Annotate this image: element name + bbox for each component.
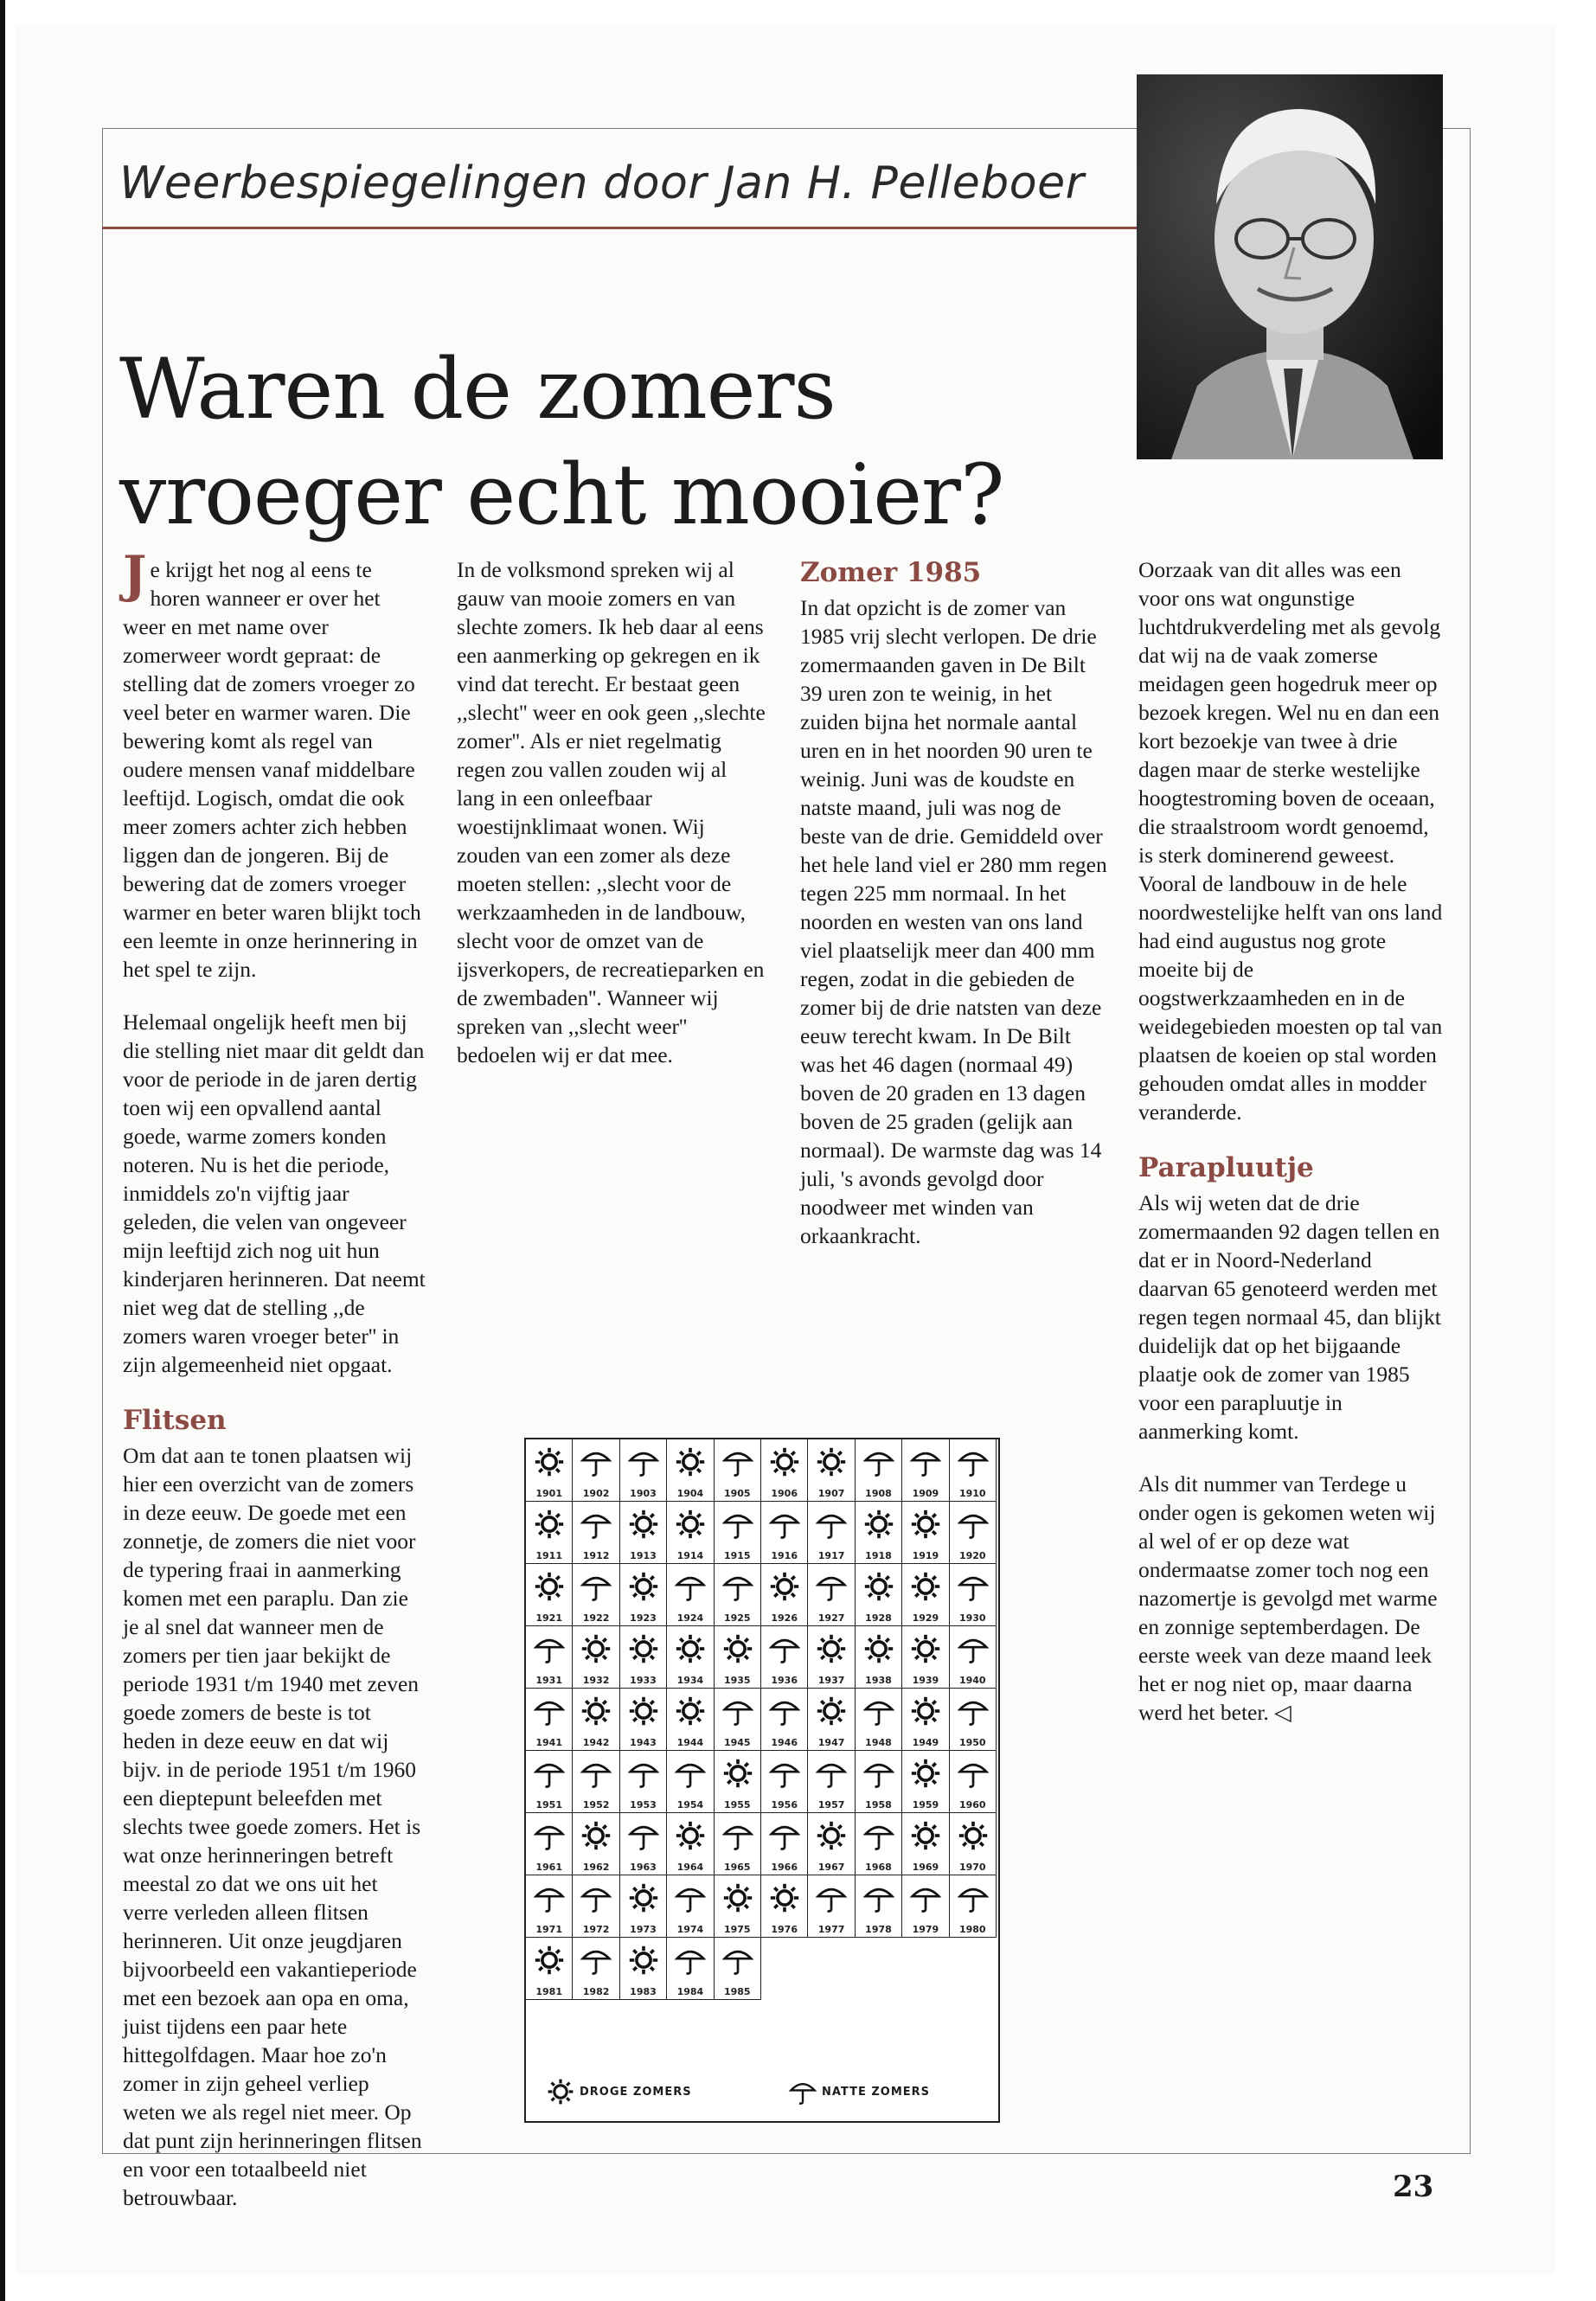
year-label: 1912 <box>582 1550 610 1561</box>
sun-icon <box>910 1694 941 1728</box>
summers-chart <box>524 1438 1000 2123</box>
sun-icon <box>580 1631 612 1666</box>
umbrella-icon <box>628 1445 659 1479</box>
umbrella-icon <box>675 1756 706 1791</box>
year-label: 1915 <box>723 1550 751 1561</box>
summer-cell-1955 <box>715 1751 761 1813</box>
year-label: 1940 <box>958 1675 986 1686</box>
paragraph-2: Helemaal ongelijk heeft men bij die stelling niet maar dit geldt dan voor de periode in de jaren dertig toen wij een opvallend aantal goede, warme zomers konden noteren. Nu is het die periode, inmiddels zo'n vijftig jaar geleden, die velen van ongeveer mijn leeftijd zich nog uit hun kinderjaren herinneren. Dat neemt niet weg dat de stelling ,,de zomers waren vroeger beter'' in zijn algemeenheid niet opgaat. <box>123 1009 426 1377</box>
year-label: 1984 <box>676 1986 704 1997</box>
summer-cell-1909 <box>902 1439 949 1502</box>
summer-cell-1905 <box>715 1439 761 1502</box>
summer-cell-1908 <box>856 1439 902 1502</box>
sun-icon <box>534 1445 565 1479</box>
summer-cell-1954 <box>667 1751 714 1813</box>
umbrella-icon <box>580 1569 612 1604</box>
summer-cell-1973 <box>620 1875 667 1938</box>
summer-cell-1931 <box>526 1626 573 1689</box>
year-label: 1950 <box>958 1737 986 1748</box>
umbrella-icon <box>958 1631 989 1666</box>
sun-icon <box>675 1631 706 1666</box>
umbrella-icon <box>910 1881 941 1915</box>
umbrella-icon <box>958 1694 989 1728</box>
umbrella-icon <box>580 1445 612 1479</box>
summer-cell-1967 <box>808 1813 855 1875</box>
summer-cell-1929 <box>902 1564 949 1626</box>
year-label: 1980 <box>958 1924 986 1935</box>
sun-icon <box>675 1445 706 1479</box>
year-label: 1939 <box>912 1675 939 1686</box>
year-label: 1937 <box>817 1675 845 1686</box>
year-label: 1904 <box>676 1488 704 1499</box>
summer-cell-1949 <box>902 1689 949 1751</box>
title-line-2: vroeger echt mooier? <box>119 446 1004 544</box>
year-label: 1913 <box>630 1550 657 1561</box>
year-label: 1914 <box>676 1550 704 1561</box>
year-label: 1916 <box>771 1550 798 1561</box>
summer-cell-1938 <box>856 1626 902 1689</box>
summer-cell-1942 <box>573 1689 619 1751</box>
subheading-zomer-1985: Zomer 1985 <box>800 557 982 588</box>
summer-cell-1921 <box>526 1564 573 1626</box>
sun-icon <box>910 1569 941 1604</box>
sun-icon <box>628 1631 659 1666</box>
year-label: 1968 <box>865 1862 892 1873</box>
umbrella-icon <box>722 1445 753 1479</box>
year-label: 1972 <box>582 1924 610 1935</box>
summer-cell-1946 <box>761 1689 808 1751</box>
year-label: 1932 <box>582 1675 610 1686</box>
author-portrait-image <box>1137 74 1443 459</box>
year-label: 1964 <box>676 1862 704 1873</box>
umbrella-icon <box>580 1756 612 1791</box>
legend-dry: DROGE ZOMERS <box>547 2078 692 2106</box>
umbrella-icon <box>863 1756 894 1791</box>
sun-icon <box>675 1507 706 1541</box>
summer-cell-1902 <box>573 1439 619 1502</box>
umbrella-icon <box>958 1569 989 1604</box>
year-label: 1967 <box>817 1862 845 1873</box>
year-label: 1933 <box>630 1675 657 1686</box>
sun-icon <box>722 1881 753 1915</box>
year-label: 1973 <box>630 1924 657 1935</box>
sun-icon <box>863 1507 894 1541</box>
legend-wet: NATTE ZOMERS <box>789 2078 930 2106</box>
summer-cell-1968 <box>856 1813 902 1875</box>
umbrella-icon <box>816 1756 847 1791</box>
umbrella-icon <box>958 1881 989 1915</box>
umbrella-icon <box>863 1818 894 1853</box>
summer-cell-1926 <box>761 1564 808 1626</box>
year-label: 1909 <box>912 1488 939 1499</box>
summer-cell-1953 <box>620 1751 667 1813</box>
summer-cell-1944 <box>667 1689 714 1751</box>
paragraph-4: In de volksmond spreken wij al gauw van mooie zomers en van slechte zomers. Ik heb daar al eens een aanmerking op gekregen en ik vind dat terecht. Er bestaat geen ,,slecht'' weer en ook geen ,,slechte zomer''. Als er niet regelmatig regen zou vallen zouden wij al lang in een onleefbaar woestijnklimaat wonen. Wij zouden van een zomer als deze moeten stellen: ,,slecht voor de werkzaamheden in de landbouw, slecht voor de omzet van de ijsverkopers, de recreatieparken en de zwembaden''. Wanneer wij spreken van ,,slecht weer'' bedoelen wij er dat mee. <box>457 557 766 1067</box>
summer-cell-1985 <box>715 1938 761 2000</box>
sun-icon <box>863 1569 894 1604</box>
summer-cell-1971 <box>526 1875 573 1938</box>
summer-cell-1920 <box>950 1502 997 1564</box>
summer-cell-1901 <box>526 1439 573 1502</box>
sun-icon <box>910 1818 941 1853</box>
page-number: 23 <box>1393 2170 1434 2204</box>
year-label: 1951 <box>535 1799 562 1811</box>
sun-icon <box>547 2078 574 2106</box>
year-label: 1907 <box>817 1488 845 1499</box>
summer-cell-1906 <box>761 1439 808 1502</box>
subheading-parapluutje: Parapluutje <box>1138 1152 1314 1183</box>
year-label: 1976 <box>771 1924 798 1935</box>
umbrella-icon <box>722 1943 753 1977</box>
umbrella-icon <box>722 1569 753 1604</box>
summer-cell-1927 <box>808 1564 855 1626</box>
umbrella-icon <box>534 1881 565 1915</box>
year-label: 1959 <box>912 1799 939 1811</box>
summer-cell-1963 <box>620 1813 667 1875</box>
umbrella-icon <box>863 1694 894 1728</box>
sun-icon <box>769 1569 800 1604</box>
umbrella-icon <box>910 1445 941 1479</box>
summer-cell-1957 <box>808 1751 855 1813</box>
summer-cell-1956 <box>761 1751 808 1813</box>
summer-cell-1980 <box>950 1875 997 1938</box>
summer-cell-1928 <box>856 1564 902 1626</box>
page-edge <box>0 0 5 2301</box>
umbrella-icon <box>863 1881 894 1915</box>
year-label: 1926 <box>771 1612 798 1624</box>
article-column-4 <box>1138 555 1445 1751</box>
umbrella-icon <box>534 1631 565 1666</box>
sun-icon <box>769 1445 800 1479</box>
summer-cell-1981 <box>526 1938 573 2000</box>
year-label: 1971 <box>535 1924 562 1935</box>
summer-cell-1912 <box>573 1502 619 1564</box>
year-label: 1917 <box>817 1550 845 1561</box>
year-label: 1920 <box>958 1550 986 1561</box>
sun-icon <box>675 1694 706 1728</box>
year-label: 1911 <box>535 1550 562 1561</box>
year-label: 1923 <box>630 1612 657 1624</box>
sun-icon <box>863 1631 894 1666</box>
year-label: 1934 <box>676 1675 704 1686</box>
umbrella-icon <box>722 1694 753 1728</box>
umbrella-icon <box>816 1507 847 1541</box>
summer-cell-1964 <box>667 1813 714 1875</box>
summer-cell-1950 <box>950 1689 997 1751</box>
year-label: 1941 <box>535 1737 562 1748</box>
summer-cell-1937 <box>808 1626 855 1689</box>
umbrella-icon <box>675 1881 706 1915</box>
umbrella-icon <box>769 1694 800 1728</box>
summer-cell-1932 <box>573 1626 619 1689</box>
summer-cell-1904 <box>667 1439 714 1502</box>
sun-icon <box>816 1631 847 1666</box>
umbrella-icon <box>580 1881 612 1915</box>
year-label: 1965 <box>723 1862 751 1873</box>
chart-legend <box>538 2071 988 2109</box>
sun-icon <box>580 1818 612 1853</box>
year-label: 1938 <box>865 1675 892 1686</box>
summer-cell-1959 <box>902 1751 949 1813</box>
umbrella-icon <box>628 1756 659 1791</box>
sun-icon <box>722 1756 753 1791</box>
year-label: 1903 <box>630 1488 657 1499</box>
year-label: 1960 <box>958 1799 986 1811</box>
sun-icon <box>769 1881 800 1915</box>
sun-icon <box>816 1445 847 1479</box>
sun-icon <box>675 1818 706 1853</box>
summer-cell-1951 <box>526 1751 573 1813</box>
summer-cell-1943 <box>620 1689 667 1751</box>
summer-cell-1939 <box>902 1626 949 1689</box>
year-label: 1910 <box>958 1488 986 1499</box>
summer-cell-1978 <box>856 1875 902 1938</box>
year-label: 1982 <box>582 1986 610 1997</box>
summer-cell-1948 <box>856 1689 902 1751</box>
summer-cell-1952 <box>573 1751 619 1813</box>
sun-icon <box>628 1943 659 1977</box>
year-label: 1956 <box>771 1799 798 1811</box>
year-label: 1955 <box>723 1799 751 1811</box>
summer-cell-1916 <box>761 1502 808 1564</box>
summer-cell-1941 <box>526 1689 573 1751</box>
year-label: 1908 <box>865 1488 892 1499</box>
summer-cell-1960 <box>950 1751 997 1813</box>
year-label: 1961 <box>535 1862 562 1873</box>
summer-cell-1977 <box>808 1875 855 1938</box>
column-kicker: Weerbespiegelingen door Jan H. Pelleboer <box>119 157 1085 209</box>
summer-cell-1907 <box>808 1439 855 1502</box>
summer-cell-1976 <box>761 1875 808 1938</box>
summer-cell-1972 <box>573 1875 619 1938</box>
year-label: 1946 <box>771 1737 798 1748</box>
year-label: 1925 <box>723 1612 751 1624</box>
summer-cell-1930 <box>950 1564 997 1626</box>
summer-cell-1982 <box>573 1938 619 2000</box>
year-label: 1978 <box>865 1924 892 1935</box>
summer-cell-1936 <box>761 1626 808 1689</box>
summer-cell-1970 <box>950 1813 997 1875</box>
year-label: 1981 <box>535 1986 562 1997</box>
umbrella-icon <box>769 1507 800 1541</box>
umbrella-icon <box>628 1818 659 1853</box>
subheading-flitsen: Flitsen <box>123 1405 227 1436</box>
summer-cell-1917 <box>808 1502 855 1564</box>
umbrella-icon <box>958 1756 989 1791</box>
year-label: 1969 <box>912 1862 939 1873</box>
umbrella-icon <box>722 1507 753 1541</box>
summer-cell-1945 <box>715 1689 761 1751</box>
year-label: 1963 <box>630 1862 657 1873</box>
year-label: 1983 <box>630 1986 657 1997</box>
year-label: 1947 <box>817 1737 845 1748</box>
year-label: 1975 <box>723 1924 751 1935</box>
year-label: 1922 <box>582 1612 610 1624</box>
year-label: 1929 <box>912 1612 939 1624</box>
article-column-1 <box>123 545 426 2210</box>
summer-cell-1934 <box>667 1626 714 1689</box>
summer-cell-1918 <box>856 1502 902 1564</box>
year-label: 1945 <box>723 1737 751 1748</box>
year-label: 1905 <box>723 1488 751 1499</box>
umbrella-icon <box>534 1756 565 1791</box>
year-label: 1930 <box>958 1612 986 1624</box>
year-label: 1957 <box>817 1799 845 1811</box>
year-label: 1977 <box>817 1924 845 1935</box>
summer-cell-1922 <box>573 1564 619 1626</box>
umbrella-icon <box>675 1569 706 1604</box>
sun-icon <box>958 1818 989 1853</box>
year-label: 1918 <box>865 1550 892 1561</box>
summer-cell-1974 <box>667 1875 714 1938</box>
year-label: 1962 <box>582 1862 610 1873</box>
page-title <box>119 336 1071 548</box>
summer-cell-1965 <box>715 1813 761 1875</box>
year-label: 1924 <box>676 1612 704 1624</box>
summer-cell-1940 <box>950 1626 997 1689</box>
paragraph-7: Als wij weten dat de drie zomermaanden 92 dagen tellen en dat er in Noord-Nederland daarvan 65 genoteerd werden met regen tegen normaal 45, dan blijkt duidelijk dat op het bijgaande plaatje ook de zomer van 1985 voor een parapluutje in aanmerking komt. <box>1138 1190 1441 1444</box>
year-label: 1966 <box>771 1862 798 1873</box>
sun-icon <box>910 1507 941 1541</box>
umbrella-icon <box>769 1756 800 1791</box>
year-label: 1949 <box>912 1737 939 1748</box>
summer-cell-1984 <box>667 1938 714 2000</box>
year-label: 1936 <box>771 1675 798 1686</box>
umbrella-icon <box>722 1818 753 1853</box>
year-label: 1943 <box>630 1737 657 1748</box>
year-label: 1985 <box>723 1986 751 1997</box>
sun-icon <box>816 1818 847 1853</box>
umbrella-icon <box>789 2078 817 2106</box>
year-label: 1902 <box>582 1488 610 1499</box>
sun-icon <box>628 1881 659 1915</box>
umbrella-icon <box>534 1818 565 1853</box>
sun-icon <box>628 1507 659 1541</box>
umbrella-icon <box>769 1631 800 1666</box>
sun-icon <box>580 1694 612 1728</box>
year-label: 1970 <box>958 1862 986 1873</box>
umbrella-icon <box>863 1445 894 1479</box>
umbrella-icon <box>769 1818 800 1853</box>
year-label: 1928 <box>865 1612 892 1624</box>
summer-cell-1915 <box>715 1502 761 1564</box>
paragraph-3: Om dat aan te tonen plaatsen wij hier een overzicht van de zomers in deze eeuw. De goede met een zonnetje, de zomers die niet voor de typering fraai in aanmerking komen met een paraplu. Dan zie je al snel dat wanneer men de zomers per tien jaar bekijkt de periode 1931 t/m 1940 met zeven goede zomers de beste is tot heden in deze eeuw en dat wij bijv. in de periode 1951 t/m 1960 een dieptepunt beleefden met slechts twee goede zomers. Het is wat onze herinneringen betreft meestal zo dat we ons uit het verre verleden alleen flitsen herinneren. Uit onze jeugdjaren bijvoorbeeld een vakantieperiode met een bezoek aan opa en oma, juist tijdens een paar hete hittegolfdagen. Maar hoe zo'n zomer in zijn geheel verliep weten we als regel niet meer. Op dat punt zijn herinneringen flitsen en voor een totaalbeeld niet betrouwbaar. <box>123 1443 422 2210</box>
sun-icon <box>628 1694 659 1728</box>
year-label: 1979 <box>912 1924 939 1935</box>
year-label: 1921 <box>535 1612 562 1624</box>
summer-cell-1924 <box>667 1564 714 1626</box>
kicker-rule <box>102 227 1140 229</box>
summer-cell-1962 <box>573 1813 619 1875</box>
title-line-1: Waren de zomers <box>119 341 836 439</box>
summer-cell-1933 <box>620 1626 667 1689</box>
sun-icon <box>910 1756 941 1791</box>
umbrella-icon <box>958 1507 989 1541</box>
year-label: 1901 <box>535 1488 562 1499</box>
summer-cell-1910 <box>950 1439 997 1502</box>
summer-cell-1919 <box>902 1502 949 1564</box>
year-label: 1919 <box>912 1550 939 1561</box>
sun-icon <box>534 1569 565 1604</box>
summer-cell-1975 <box>715 1875 761 1938</box>
sun-icon <box>534 1507 565 1541</box>
summer-cell-1961 <box>526 1813 573 1875</box>
article-column-2 <box>457 555 768 1410</box>
summer-cell-1947 <box>808 1689 855 1751</box>
author-photo <box>1137 74 1443 459</box>
year-label: 1948 <box>865 1737 892 1748</box>
sun-icon <box>534 1943 565 1977</box>
article-column-3 <box>800 555 1107 1413</box>
year-label: 1931 <box>535 1675 562 1686</box>
summer-cell-1913 <box>620 1502 667 1564</box>
summer-cell-1966 <box>761 1813 808 1875</box>
year-label: 1952 <box>582 1799 610 1811</box>
summer-cell-1958 <box>856 1751 902 1813</box>
year-label: 1935 <box>723 1675 751 1686</box>
summer-cell-1925 <box>715 1564 761 1626</box>
year-label: 1974 <box>676 1924 704 1935</box>
summer-cell-1903 <box>620 1439 667 1502</box>
paragraph-5: In dat opzicht is de zomer van 1985 vrij slecht verlopen. De drie zomermaanden gaven in De Bilt 39 uren zon te weinig, in het zuiden bijna het normale aantal uren en in het noorden 90 uren te weinig. Juni was de koudste en natste maand, juli was nog de beste van de drie. Gemiddeld over het hele land viel er 280 mm regen tegen 225 mm normaal. In het noorden en westen van ons land viel plaatselijk meer dan 400 mm regen, zodat in die gebieden de zomer bij de drie natsten van deze eeuw terecht kwam. In De Bilt was het 46 dagen (normaal 49) boven de 20 graden en 13 dagen boven de 25 graden (gelijk aan normaal). De warmste dag was 14 juli, 's avonds gevolgd door noodweer met winden van orkaankracht. <box>800 595 1107 1248</box>
drop-cap: J <box>123 545 147 604</box>
summer-cell-1923 <box>620 1564 667 1626</box>
summer-cell-1983 <box>620 1938 667 2000</box>
summer-cell-1914 <box>667 1502 714 1564</box>
paragraph-intro: Je krijgt het nog al eens te horen wanneer er over het weer en met name over zomerweer wordt gepraat: de stelling dat de zomers vroeger zo veel beter en warmer waren. Die bewering komt als regel van oudere mensen vanaf middelbare leeftijd. Logisch, omdat die ook meer zomers achter zich hebben liggen dan de jongeren. Bij de bewering dat de zomers vroeger warmer en beter waren blijkt toch een leemte in onze herinnering in het spel te zijn. <box>123 545 421 982</box>
sun-icon <box>722 1631 753 1666</box>
umbrella-icon <box>580 1943 612 1977</box>
year-label: 1927 <box>817 1612 845 1624</box>
summer-cell-1911 <box>526 1502 573 1564</box>
sun-icon <box>628 1569 659 1604</box>
summer-cell-1969 <box>902 1813 949 1875</box>
year-label: 1942 <box>582 1737 610 1748</box>
year-label: 1953 <box>630 1799 657 1811</box>
summer-cell-1979 <box>902 1875 949 1938</box>
sun-icon <box>910 1631 941 1666</box>
year-label: 1958 <box>865 1799 892 1811</box>
umbrella-icon <box>816 1569 847 1604</box>
year-label: 1906 <box>771 1488 798 1499</box>
paragraph-6: Oorzaak van dit alles was een voor ons wat ongunstige luchtdrukverdeling met als gevolg dat wij na de vaak zomerse meidagen geen hogedruk meer op bezoek kregen. Wel nu en dan een kort bezoekje van twee à drie dagen maar de sterke westelijke hoogtestroming boven de oceaan, die straalstroom wordt genoemd, is sterk dominerend geweest. Vooral de landbouw in de hele noordwestelijke helft van ons land had eind augustus nog grote moeite bij de oogstwerkzaamheden en in de weidegebieden moesten op tal van plaatsen de koeien op stal worden gehouden omdat alles in modder veranderde. <box>1138 557 1443 1125</box>
umbrella-icon <box>816 1881 847 1915</box>
summer-cell-1935 <box>715 1626 761 1689</box>
year-label: 1944 <box>676 1737 704 1748</box>
umbrella-icon <box>675 1943 706 1977</box>
umbrella-icon <box>580 1507 612 1541</box>
sun-icon <box>816 1694 847 1728</box>
umbrella-icon <box>958 1445 989 1479</box>
paragraph-8: Als dit nummer van Terdege u onder ogen is gekomen weten wij al wel of er op deze wat ondermaatse zomer toch nog een nazomertje is gevolgd met warme en zonnige septemberdagen. De eerste week van deze maand leek het er nog niet op, maar daarna werd het beter. ◁ <box>1138 1471 1438 1725</box>
year-label: 1954 <box>676 1799 704 1811</box>
umbrella-icon <box>534 1694 565 1728</box>
